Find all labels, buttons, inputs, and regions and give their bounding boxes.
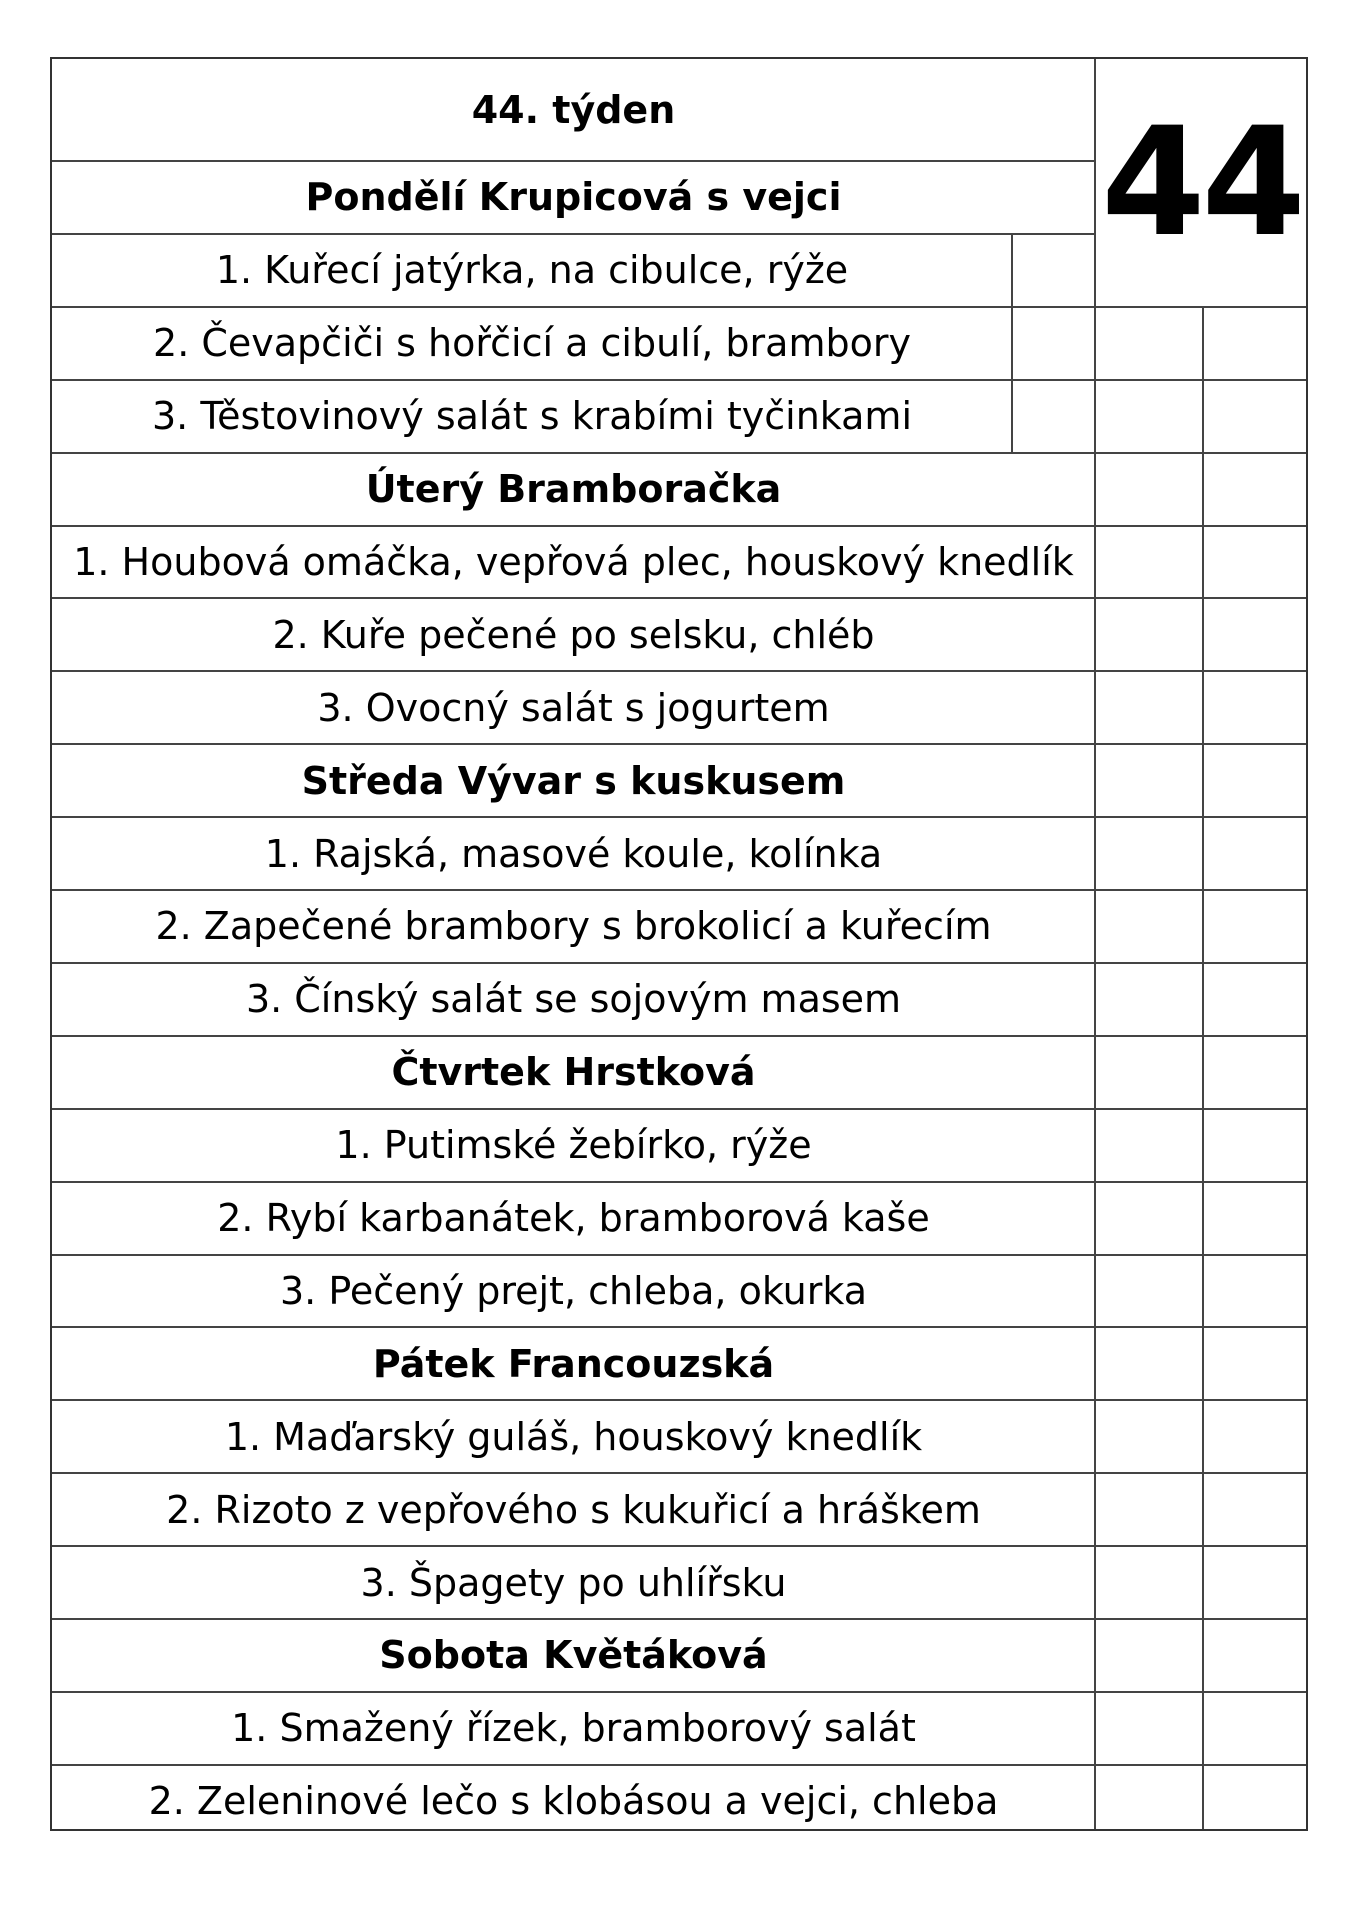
weekly-menu-table xyxy=(50,57,1308,1831)
day-heading: Sobota Květáková xyxy=(379,1633,768,1678)
meal-item: 1. Kuřecí jatýrka, na cibulce, rýže xyxy=(215,248,849,293)
row-divider xyxy=(52,1326,1306,1328)
row-divider xyxy=(52,962,1306,964)
meal-item: 1. Putimské žebírko, rýže xyxy=(335,1123,812,1168)
row-divider xyxy=(52,670,1306,672)
meal-item: 1. Houbová omáčka, vepřová plec, houskový knedlík xyxy=(73,539,1074,584)
row-divider xyxy=(52,1181,1306,1183)
column-divider xyxy=(1094,59,1096,1829)
column-divider xyxy=(1202,307,1204,1829)
row-divider xyxy=(52,1108,1306,1110)
row-divider xyxy=(52,1035,1306,1037)
row-divider xyxy=(52,233,1095,235)
meal-item: 3. Špagety po uhlířsku xyxy=(360,1560,787,1605)
row-divider xyxy=(52,525,1306,527)
meal-item: 2. Rybí karbanátek, bramborová kaše xyxy=(217,1196,930,1241)
meal-item: 2. Kuře pečené po selsku, chléb xyxy=(272,612,875,657)
meal-item: 3. Čínský salát se sojovým masem xyxy=(245,977,902,1022)
meal-item: 2. Rizoto z vepřového s kukuřicí a hráškem xyxy=(166,1487,981,1532)
row-divider xyxy=(52,1399,1306,1401)
row-divider xyxy=(52,816,1306,818)
day-heading: Středa Vývar s kuskusem xyxy=(301,758,846,803)
meal-item: 3. Těstovinový salát s krabími tyčinkami xyxy=(152,394,912,439)
meal-item: 1. Maďarský guláš, houskový knedlík xyxy=(224,1414,923,1459)
row-divider xyxy=(52,379,1306,381)
day-heading: Úterý Bramboračka xyxy=(365,467,782,512)
meal-item: 2. Zapečené brambory s brokolicí a kuřecím xyxy=(155,904,992,949)
day-heading: Pondělí Krupicová s vejci xyxy=(305,175,842,220)
row-divider xyxy=(52,743,1306,745)
row-divider xyxy=(52,1545,1306,1547)
row-divider xyxy=(52,889,1306,891)
day-heading: Pátek Francouzská xyxy=(372,1341,775,1386)
row-divider xyxy=(52,1472,1306,1474)
row-divider xyxy=(52,1618,1306,1620)
meal-item: 3. Ovocný salát s jogurtem xyxy=(317,685,830,730)
meal-item: 2. Čevapčiči s hořčicí a cibulí, brambory xyxy=(153,321,911,366)
row-divider xyxy=(1095,306,1306,308)
column-divider xyxy=(1011,234,1013,453)
row-divider xyxy=(52,1764,1306,1766)
day-heading: Čtvrtek Hrstková xyxy=(391,1050,756,1095)
meal-item: 1. Smažený řízek, bramborový salát xyxy=(231,1706,916,1751)
meal-item: 1. Rajská, masové koule, kolínka xyxy=(264,831,883,876)
meal-item: 3. Pečený prejt, chleba, okurka xyxy=(280,1268,867,1313)
row-divider xyxy=(52,1691,1306,1693)
row-divider xyxy=(52,452,1306,454)
row-divider xyxy=(52,160,1095,162)
week-title: 44. týden xyxy=(471,88,676,132)
meal-item: 2. Zeleninové lečo s klobásou a vejci, chleba xyxy=(148,1779,999,1824)
week-number: 44 xyxy=(1101,96,1302,270)
row-divider xyxy=(52,597,1306,599)
row-divider xyxy=(52,1254,1306,1256)
